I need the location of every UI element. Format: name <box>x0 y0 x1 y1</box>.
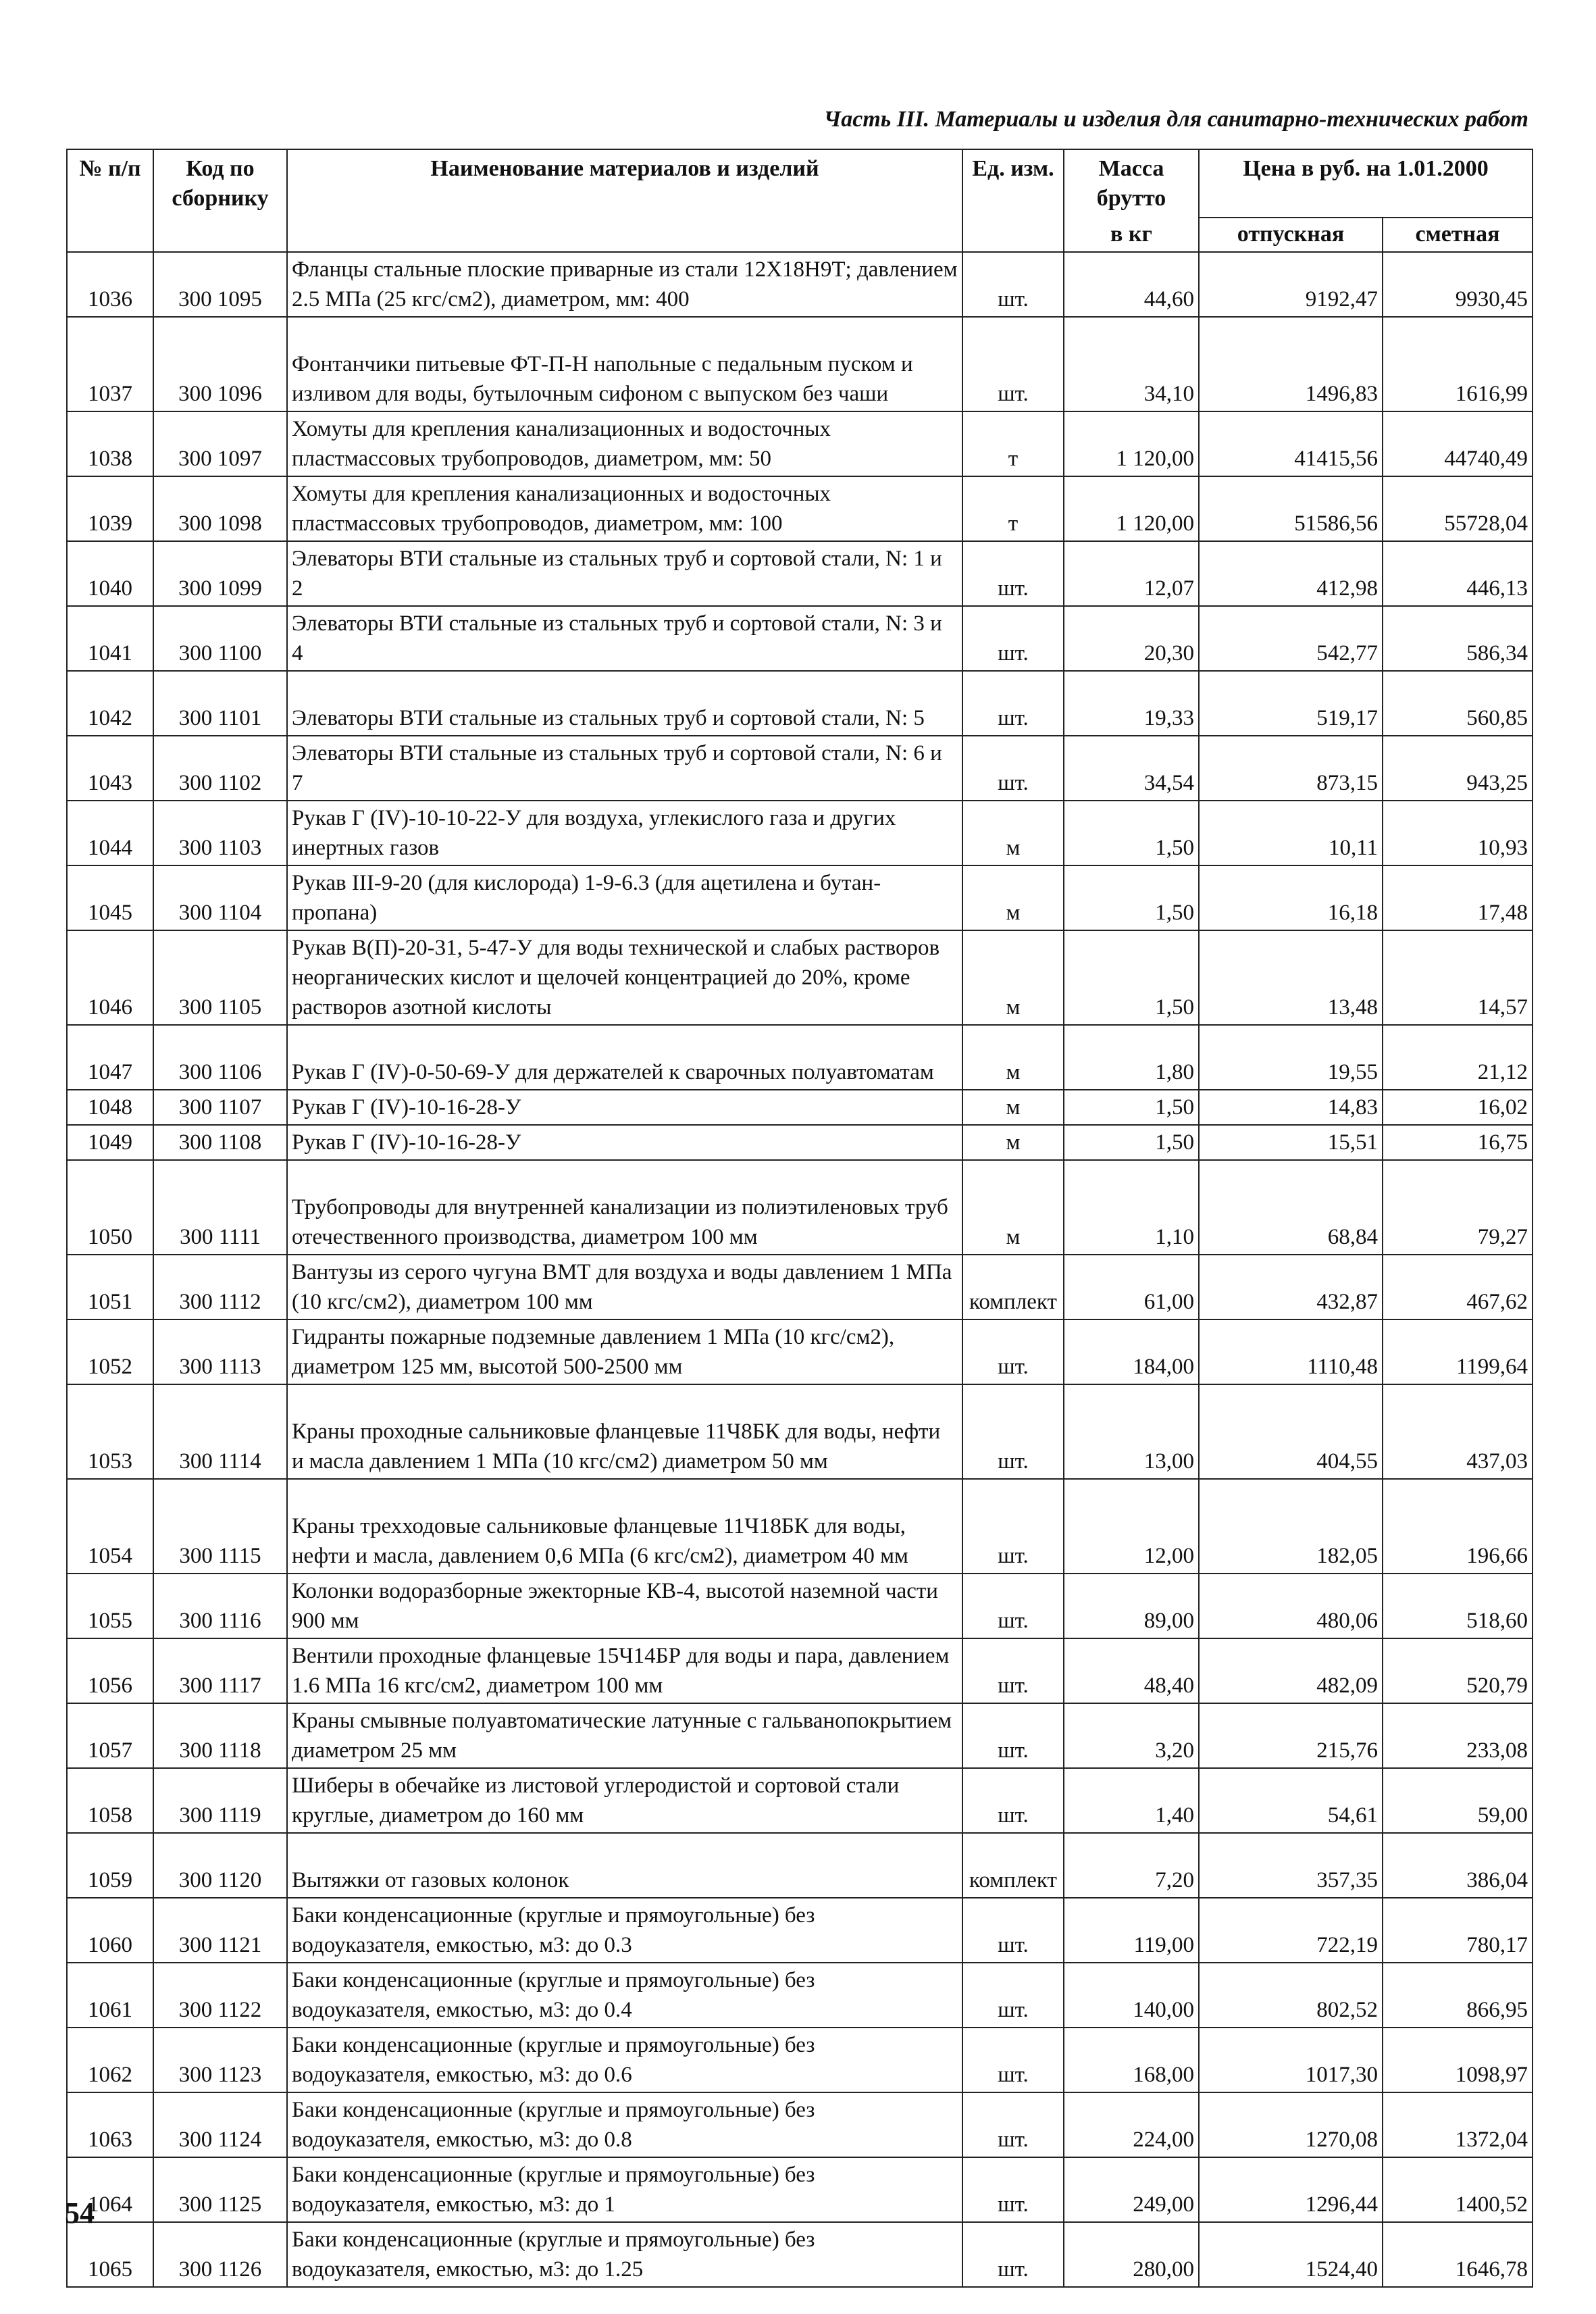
row-mass: 1,40 <box>1064 1768 1199 1833</box>
row-price-release: 54,61 <box>1199 1768 1383 1833</box>
table-row <box>67 930 1533 1025</box>
row-price-release: 357,35 <box>1199 1833 1383 1898</box>
header-name: Наименование материалов и изделий <box>287 149 962 252</box>
row-number: 1041 <box>67 606 153 671</box>
row-unit: м <box>962 1025 1064 1090</box>
table-row <box>67 865 1533 930</box>
row-unit: комплект <box>962 1255 1064 1319</box>
row-code: 300 1121 <box>153 1898 287 1963</box>
row-mass: 1,50 <box>1064 801 1199 865</box>
row-number: 1044 <box>67 801 153 865</box>
row-number: 1059 <box>67 1833 153 1898</box>
header-num: № п/п <box>67 149 153 252</box>
row-price-estimate: 518,60 <box>1383 1574 1533 1638</box>
table-body <box>67 252 1533 2287</box>
row-unit: шт. <box>962 1574 1064 1638</box>
header-price-release: отпускная <box>1199 218 1383 251</box>
price-table <box>66 149 1533 2288</box>
row-price-estimate: 943,25 <box>1383 736 1533 801</box>
row-code: 300 1117 <box>153 1638 287 1703</box>
row-unit: шт. <box>962 2157 1064 2222</box>
table-row <box>67 2222 1533 2287</box>
row-number: 1051 <box>67 1255 153 1319</box>
table-row <box>67 1255 1533 1319</box>
row-name: Баки конденсационные (круглые и прямоугольные) без водоуказателя, емкостью, м3: до 1.25 <box>287 2222 962 2287</box>
table-row <box>67 1025 1533 1090</box>
table-row <box>67 801 1533 865</box>
row-price-estimate: 1199,64 <box>1383 1319 1533 1384</box>
row-name: Рукав Г (IV)-0-50-69-У для держателей к сварочных полуавтоматам <box>287 1025 962 1090</box>
row-number: 1042 <box>67 671 153 736</box>
row-number: 1050 <box>67 1160 153 1255</box>
row-code: 300 1101 <box>153 671 287 736</box>
row-unit: шт. <box>962 1768 1064 1833</box>
table-row <box>67 1703 1533 1768</box>
row-code: 300 1123 <box>153 2028 287 2092</box>
row-mass: 140,00 <box>1064 1963 1199 2028</box>
row-code: 300 1104 <box>153 865 287 930</box>
row-name: Вантузы из серого чугуна ВМТ для воздуха и воды давлением 1 МПа (10 кгс/см2), диаметром 100 мм <box>287 1255 962 1319</box>
row-code: 300 1118 <box>153 1703 287 1768</box>
row-code: 300 1100 <box>153 606 287 671</box>
row-price-estimate: 446,13 <box>1383 541 1533 606</box>
row-price-estimate: 1616,99 <box>1383 317 1533 411</box>
row-code: 300 1115 <box>153 1479 287 1574</box>
row-mass: 1,50 <box>1064 930 1199 1025</box>
row-code: 300 1102 <box>153 736 287 801</box>
row-mass: 1,50 <box>1064 865 1199 930</box>
row-number: 1046 <box>67 930 153 1025</box>
row-price-release: 10,11 <box>1199 801 1383 865</box>
row-unit: шт. <box>962 1703 1064 1768</box>
row-number: 1053 <box>67 1384 153 1479</box>
table-row <box>67 1479 1533 1574</box>
header-price-estimate: сметная <box>1383 218 1533 251</box>
row-code: 300 1095 <box>153 252 287 317</box>
row-name: Элеваторы ВТИ стальные из стальных труб и сортовой стали, N: 1 и 2 <box>287 541 962 606</box>
table-row <box>67 736 1533 801</box>
row-mass: 12,07 <box>1064 541 1199 606</box>
row-price-estimate: 1646,78 <box>1383 2222 1533 2287</box>
row-price-estimate: 79,27 <box>1383 1160 1533 1255</box>
row-mass: 1 120,00 <box>1064 476 1199 541</box>
row-mass: 1,80 <box>1064 1025 1199 1090</box>
row-mass: 89,00 <box>1064 1574 1199 1638</box>
row-price-release: 182,05 <box>1199 1479 1383 1574</box>
row-mass: 44,60 <box>1064 252 1199 317</box>
row-mass: 1,50 <box>1064 1125 1199 1160</box>
row-unit: шт. <box>962 1638 1064 1703</box>
row-name: Рукав В(П)-20-31, 5-47-У для воды технической и слабых растворов неорганических кислот и щелочей концентрацией до 20%, кроме растворов азотной кислоты <box>287 930 962 1025</box>
row-mass: 224,00 <box>1064 2092 1199 2157</box>
row-name: Шиберы в обечайке из листовой углеродистой и сортовой стали круглые, диаметром до 160 мм <box>287 1768 962 1833</box>
row-mass: 280,00 <box>1064 2222 1199 2287</box>
row-price-release: 542,77 <box>1199 606 1383 671</box>
page-number: 54 <box>65 2196 95 2230</box>
row-price-release: 412,98 <box>1199 541 1383 606</box>
row-code: 300 1120 <box>153 1833 287 1898</box>
row-number: 1062 <box>67 2028 153 2092</box>
row-unit: м <box>962 801 1064 865</box>
header-price: Цена в руб. на 1.01.2000 <box>1199 149 1533 218</box>
row-price-estimate: 386,04 <box>1383 1833 1533 1898</box>
row-price-release: 13,48 <box>1199 930 1383 1025</box>
row-price-estimate: 437,03 <box>1383 1384 1533 1479</box>
row-name: Хомуты для крепления канализационных и водосточных пластмассовых трубопроводов, диаметром, мм: 100 <box>287 476 962 541</box>
row-number: 1052 <box>67 1319 153 1384</box>
row-name: Баки конденсационные (круглые и прямоугольные) без водоуказателя, емкостью, м3: до 0.6 <box>287 2028 962 2092</box>
row-price-release: 802,52 <box>1199 1963 1383 2028</box>
row-unit: м <box>962 1160 1064 1255</box>
row-number: 1036 <box>67 252 153 317</box>
row-price-release: 41415,56 <box>1199 411 1383 476</box>
row-number: 1047 <box>67 1025 153 1090</box>
row-price-estimate: 10,93 <box>1383 801 1533 865</box>
row-name: Рукав Г (IV)-10-10-22-У для воздуха, углекислого газа и других инертных газов <box>287 801 962 865</box>
row-price-estimate: 16,75 <box>1383 1125 1533 1160</box>
row-unit: шт. <box>962 252 1064 317</box>
table-row <box>67 1319 1533 1384</box>
row-code: 300 1107 <box>153 1090 287 1125</box>
row-price-release: 873,15 <box>1199 736 1383 801</box>
row-code: 300 1108 <box>153 1125 287 1160</box>
row-price-estimate: 16,02 <box>1383 1090 1533 1125</box>
table-row <box>67 1160 1533 1255</box>
table-row <box>67 1768 1533 1833</box>
row-unit: т <box>962 476 1064 541</box>
row-price-release: 15,51 <box>1199 1125 1383 1160</box>
row-price-release: 1270,08 <box>1199 2092 1383 2157</box>
row-number: 1057 <box>67 1703 153 1768</box>
row-unit: м <box>962 1090 1064 1125</box>
row-number: 1040 <box>67 541 153 606</box>
table-row <box>67 1384 1533 1479</box>
row-unit: шт. <box>962 606 1064 671</box>
row-price-estimate: 866,95 <box>1383 1963 1533 2028</box>
row-price-estimate: 780,17 <box>1383 1898 1533 1963</box>
row-name: Краны смывные полуавтоматические латунные с гальванопокрытием диаметром 25 мм <box>287 1703 962 1768</box>
row-price-estimate: 560,85 <box>1383 671 1533 736</box>
row-price-release: 1017,30 <box>1199 2028 1383 2092</box>
row-name: Фонтанчики питьевые ФТ-П-Н напольные с педальным пуском и изливом для воды, бутылочным сифоном с выпуском без чаши <box>287 317 962 411</box>
row-number: 1056 <box>67 1638 153 1703</box>
row-unit: шт. <box>962 1479 1064 1574</box>
row-mass: 1,10 <box>1064 1160 1199 1255</box>
table-row <box>67 2092 1533 2157</box>
row-price-release: 432,87 <box>1199 1255 1383 1319</box>
row-number: 1060 <box>67 1898 153 1963</box>
row-unit: м <box>962 1125 1064 1160</box>
row-price-release: 482,09 <box>1199 1638 1383 1703</box>
row-unit: шт. <box>962 736 1064 801</box>
row-price-estimate: 1400,52 <box>1383 2157 1533 2222</box>
row-price-release: 722,19 <box>1199 1898 1383 1963</box>
row-price-estimate: 55728,04 <box>1383 476 1533 541</box>
row-code: 300 1112 <box>153 1255 287 1319</box>
row-name: Баки конденсационные (круглые и прямоугольные) без водоуказателя, емкостью, м3: до 1 <box>287 2157 962 2222</box>
row-name: Баки конденсационные (круглые и прямоугольные) без водоуказателя, емкостью, м3: до 0.8 <box>287 2092 962 2157</box>
row-mass: 34,54 <box>1064 736 1199 801</box>
row-code: 300 1106 <box>153 1025 287 1090</box>
row-mass: 20,30 <box>1064 606 1199 671</box>
row-price-estimate: 14,57 <box>1383 930 1533 1025</box>
table-row <box>67 1638 1533 1703</box>
row-price-estimate: 467,62 <box>1383 1255 1533 1319</box>
row-unit: м <box>962 930 1064 1025</box>
row-price-estimate: 196,66 <box>1383 1479 1533 1574</box>
row-price-release: 519,17 <box>1199 671 1383 736</box>
row-number: 1045 <box>67 865 153 930</box>
row-code: 300 1124 <box>153 2092 287 2157</box>
row-code: 300 1125 <box>153 2157 287 2222</box>
row-mass: 119,00 <box>1064 1898 1199 1963</box>
row-code: 300 1103 <box>153 801 287 865</box>
row-number: 1049 <box>67 1125 153 1160</box>
table-row <box>67 252 1533 317</box>
row-unit: т <box>962 411 1064 476</box>
row-name: Рукав III-9-20 (для кислорода) 1-9-6.3 (для ацетилена и бутан-пропана) <box>287 865 962 930</box>
row-unit: шт. <box>962 2092 1064 2157</box>
row-price-estimate: 586,34 <box>1383 606 1533 671</box>
row-price-estimate: 1098,97 <box>1383 2028 1533 2092</box>
row-number: 1063 <box>67 2092 153 2157</box>
header-unit: Ед. изм. <box>962 149 1064 252</box>
row-number: 1055 <box>67 1574 153 1638</box>
row-unit: шт. <box>962 1898 1064 1963</box>
row-price-release: 51586,56 <box>1199 476 1383 541</box>
row-mass: 34,10 <box>1064 317 1199 411</box>
row-price-estimate: 233,08 <box>1383 1703 1533 1768</box>
row-mass: 12,00 <box>1064 1479 1199 1574</box>
row-price-release: 16,18 <box>1199 865 1383 930</box>
row-name: Элеваторы ВТИ стальные из стальных труб и сортовой стали, N: 5 <box>287 671 962 736</box>
row-code: 300 1096 <box>153 317 287 411</box>
row-price-release: 404,55 <box>1199 1384 1383 1479</box>
row-mass: 7,20 <box>1064 1833 1199 1898</box>
row-unit: шт. <box>962 1319 1064 1384</box>
row-name: Краны проходные сальниковые фланцевые 11Ч8БК для воды, нефти и масла давлением 1 МПа (10 кгс/см2) диаметром 50 мм <box>287 1384 962 1479</box>
row-number: 1039 <box>67 476 153 541</box>
table-row <box>67 1574 1533 1638</box>
row-name: Элеваторы ВТИ стальные из стальных труб и сортовой стали, N: 6 и 7 <box>287 736 962 801</box>
row-mass: 3,20 <box>1064 1703 1199 1768</box>
row-number: 1061 <box>67 1963 153 2028</box>
row-name: Краны трехходовые сальниковые фланцевые 11Ч18БК для воды, нефти и масла, давлением 0,6 МПа (6 кгс/см2), диаметром 40 мм <box>287 1479 962 1574</box>
row-name: Баки конденсационные (круглые и прямоугольные) без водоуказателя, емкостью, м3: до 0.3 <box>287 1898 962 1963</box>
row-name: Вытяжки от газовых колонок <box>287 1833 962 1898</box>
table-row <box>67 317 1533 411</box>
row-mass: 1,50 <box>1064 1090 1199 1125</box>
row-price-release: 68,84 <box>1199 1160 1383 1255</box>
table-row <box>67 671 1533 736</box>
row-price-release: 480,06 <box>1199 1574 1383 1638</box>
row-mass: 61,00 <box>1064 1255 1199 1319</box>
row-code: 300 1116 <box>153 1574 287 1638</box>
row-price-release: 19,55 <box>1199 1025 1383 1090</box>
row-price-release: 1496,83 <box>1199 317 1383 411</box>
row-price-release: 9192,47 <box>1199 252 1383 317</box>
row-mass: 1 120,00 <box>1064 411 1199 476</box>
row-code: 300 1113 <box>153 1319 287 1384</box>
row-name: Рукав Г (IV)-10-16-28-У <box>287 1090 962 1125</box>
row-price-release: 1110,48 <box>1199 1319 1383 1384</box>
row-name: Колонки водоразборные эжекторные КВ-4, высотой наземной части 900 мм <box>287 1574 962 1638</box>
table-row <box>67 411 1533 476</box>
row-unit: шт. <box>962 1963 1064 2028</box>
row-number: 1048 <box>67 1090 153 1125</box>
running-header: Часть III. Материалы и изделия для санитарно-технических работ <box>823 107 1528 132</box>
table-row <box>67 1833 1533 1898</box>
row-name: Хомуты для крепления канализационных и водосточных пластмассовых трубопроводов, диаметром, мм: 50 <box>287 411 962 476</box>
row-code: 300 1122 <box>153 1963 287 2028</box>
row-mass: 184,00 <box>1064 1319 1199 1384</box>
row-name: Гидранты пожарные подземные давлением 1 МПа (10 кгс/см2), диаметром 125 мм, высотой 500-2500 мм <box>287 1319 962 1384</box>
row-mass: 249,00 <box>1064 2157 1199 2222</box>
row-unit: шт. <box>962 671 1064 736</box>
table-row <box>67 1898 1533 1963</box>
row-name: Вентили проходные фланцевые 15Ч14БР для воды и пара, давлением 1.6 МПа 16 кгс/см2, диаметром 100 мм <box>287 1638 962 1703</box>
table-row <box>67 1090 1533 1125</box>
row-code: 300 1114 <box>153 1384 287 1479</box>
header-mass <box>1064 149 1199 218</box>
table-row <box>67 606 1533 671</box>
row-number: 1054 <box>67 1479 153 1574</box>
header-mass-label: Масса брутто <box>1096 156 1166 211</box>
table-row <box>67 2157 1533 2222</box>
row-unit: шт. <box>962 2028 1064 2092</box>
row-price-release: 1524,40 <box>1199 2222 1383 2287</box>
header-code: Код по сборнику <box>153 149 287 252</box>
row-code: 300 1099 <box>153 541 287 606</box>
row-price-estimate: 1372,04 <box>1383 2092 1533 2157</box>
row-price-estimate: 9930,45 <box>1383 252 1533 317</box>
row-price-release: 14,83 <box>1199 1090 1383 1125</box>
row-mass: 48,40 <box>1064 1638 1199 1703</box>
table-row <box>67 1125 1533 1160</box>
row-code: 300 1097 <box>153 411 287 476</box>
row-code: 300 1119 <box>153 1768 287 1833</box>
row-unit: шт. <box>962 317 1064 411</box>
row-unit: шт. <box>962 2222 1064 2287</box>
header-mass-unit: в кг <box>1064 218 1199 251</box>
row-code: 300 1105 <box>153 930 287 1025</box>
row-unit: комплект <box>962 1833 1064 1898</box>
row-price-estimate: 17,48 <box>1383 865 1533 930</box>
row-name: Баки конденсационные (круглые и прямоугольные) без водоуказателя, емкостью, м3: до 0.4 <box>287 1963 962 2028</box>
row-unit: м <box>962 865 1064 930</box>
row-number: 1065 <box>67 2222 153 2287</box>
row-code: 300 1126 <box>153 2222 287 2287</box>
row-price-estimate: 21,12 <box>1383 1025 1533 1090</box>
row-number: 1043 <box>67 736 153 801</box>
row-name: Элеваторы ВТИ стальные из стальных труб и сортовой стали, N: 3 и 4 <box>287 606 962 671</box>
row-unit: шт. <box>962 1384 1064 1479</box>
row-code: 300 1111 <box>153 1160 287 1255</box>
row-name: Рукав Г (IV)-10-16-28-У <box>287 1125 962 1160</box>
row-number: 1037 <box>67 317 153 411</box>
row-unit: шт. <box>962 541 1064 606</box>
row-number: 1064 <box>67 2157 153 2222</box>
row-mass: 19,33 <box>1064 671 1199 736</box>
row-mass: 13,00 <box>1064 1384 1199 1479</box>
row-number: 1038 <box>67 411 153 476</box>
row-number: 1058 <box>67 1768 153 1833</box>
table-row <box>67 541 1533 606</box>
row-price-estimate: 59,00 <box>1383 1768 1533 1833</box>
row-mass: 168,00 <box>1064 2028 1199 2092</box>
row-price-release: 1296,44 <box>1199 2157 1383 2222</box>
row-price-release: 215,76 <box>1199 1703 1383 1768</box>
row-name: Трубопроводы для внутренней канализации из полиэтиленовых труб отечественного производства, диаметром 100 мм <box>287 1160 962 1255</box>
row-code: 300 1098 <box>153 476 287 541</box>
table-row <box>67 476 1533 541</box>
table-row <box>67 1963 1533 2028</box>
row-price-estimate: 44740,49 <box>1383 411 1533 476</box>
row-name: Фланцы стальные плоские приварные из стали 12Х18Н9Т; давлением 2.5 МПа (25 кгс/см2), диаметром, мм: 400 <box>287 252 962 317</box>
table-row <box>67 2028 1533 2092</box>
row-price-estimate: 520,79 <box>1383 1638 1533 1703</box>
